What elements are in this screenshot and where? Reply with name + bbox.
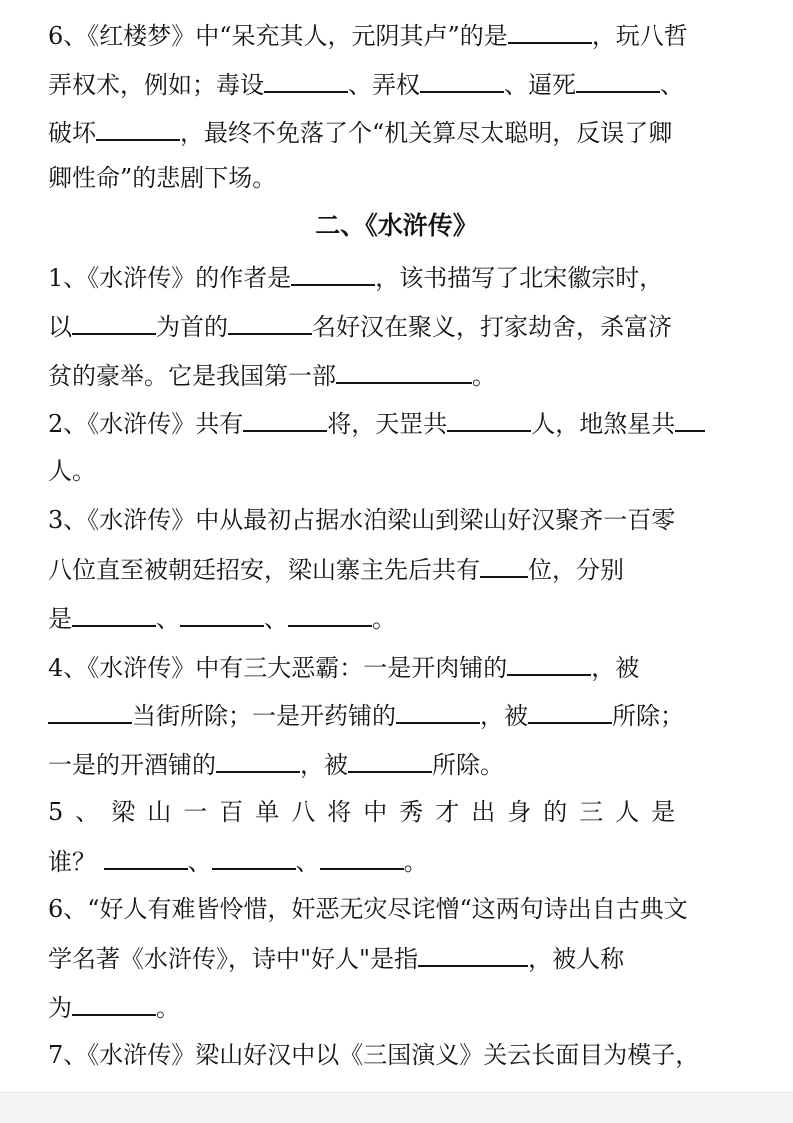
answer-blank[interactable] — [212, 840, 296, 870]
q2-text-b: 将，天罡共 — [327, 410, 448, 438]
q4-line-1 — [48, 646, 753, 686]
q1-text-b: ，该书描写了北宋徽宗时， — [375, 264, 664, 292]
q1-line-2 — [48, 305, 753, 345]
q3-text-b: 八位直至被朝廷招安，梁山寨主先后共有 — [48, 556, 480, 584]
q1-text-f: 贫的豪举。它是我国第一部 — [48, 362, 336, 390]
answer-blank[interactable] — [48, 694, 132, 724]
answer-blank[interactable] — [104, 840, 188, 870]
q3-text-c: 位，分别 — [528, 556, 624, 584]
answer-blank[interactable] — [291, 256, 375, 286]
answer-blank[interactable] — [418, 937, 528, 967]
q4-text-d: ，被 — [480, 702, 528, 730]
p6-text-1: 6、《红楼梦》中“呆充其人，元阴其卢”的是 — [48, 22, 508, 50]
q1-text-d: 为首的 — [156, 313, 228, 341]
answer-blank[interactable] — [507, 646, 591, 676]
q3-text-a: 3、《水浒传》中从最初占据水泊梁山到梁山好汉聚齐一百零 — [48, 506, 676, 534]
q1-line-1 — [48, 256, 753, 296]
q2-text-d: 人。 — [48, 457, 96, 485]
q3-text-f: 、 — [264, 605, 288, 633]
q4-text-b: ，被 — [591, 654, 640, 682]
section-title: 二、《水浒传》 — [315, 211, 478, 240]
answer-blank[interactable] — [216, 743, 300, 773]
q1-text-e: 名好汉在聚义，打家劫舍，杀富济 — [312, 313, 672, 341]
p6-text-3b: ，最终不免落了个“机关算尽太聪明，反误了卿 — [180, 119, 673, 147]
p6-line-1 — [48, 14, 753, 54]
answer-blank[interactable] — [420, 63, 504, 93]
q3-text-g: 。 — [372, 605, 396, 633]
q4-text-e: 所除； — [612, 702, 684, 730]
q4-line-2 — [48, 694, 753, 734]
p6-text-4: 卿性命”的悲剧下场。 — [48, 164, 277, 192]
answer-blank[interactable] — [528, 694, 612, 724]
q7-line-1 — [48, 1035, 753, 1075]
p6-text-3a: 破坏 — [48, 119, 96, 147]
q6-line-2 — [48, 937, 753, 977]
q5-line-1 — [48, 792, 753, 832]
answer-blank[interactable] — [243, 402, 327, 432]
q2-line-2 — [48, 451, 753, 491]
p6-text-2a: 弄权术，例如；毒设 — [48, 71, 264, 99]
q6-text-e: 。 — [156, 994, 180, 1022]
answer-blank[interactable] — [72, 597, 156, 627]
answer-blank[interactable] — [320, 840, 404, 870]
answer-blank[interactable] — [96, 111, 180, 141]
q4-text-f: 一是的开酒铺的 — [48, 751, 216, 779]
q3-text-d: 是 — [48, 605, 72, 633]
q1-text-c: 以 — [48, 313, 72, 341]
q4-text-c: 当街所除；一是开药铺的 — [132, 702, 396, 730]
q7-text-a: 7、《水浒传》梁山好汉中以《三国演义》关云长面目为模子， — [48, 1041, 700, 1069]
q3-text-e: 、 — [156, 605, 180, 633]
q6-line-1 — [48, 889, 753, 929]
answer-blank[interactable] — [336, 354, 472, 384]
q5-text-e: 。 — [403, 848, 428, 876]
q3-line-3 — [48, 597, 753, 637]
p6-line-4 — [48, 158, 753, 198]
answer-blank[interactable] — [288, 597, 372, 627]
answer-blank[interactable] — [264, 63, 348, 93]
q5-text-a: 5、梁山一百单八将中秀才出身的三人是 — [48, 798, 688, 826]
page-bottom-band — [0, 1092, 793, 1123]
answer-blank[interactable] — [396, 694, 480, 724]
q1-line-3 — [48, 354, 753, 394]
answer-blank[interactable] — [480, 548, 528, 578]
q3-line-1 — [48, 500, 753, 540]
answer-blank[interactable] — [72, 305, 156, 335]
q6-line-3 — [48, 986, 753, 1026]
q5-text-b: 谁？ — [48, 848, 96, 876]
q2-line-1 — [48, 402, 753, 442]
q2-text-a: 2、《水浒传》共有 — [48, 410, 244, 438]
answer-blank[interactable] — [576, 63, 660, 93]
answer-blank[interactable] — [447, 402, 531, 432]
q4-text-g: ，被 — [300, 751, 348, 779]
q4-text-a: 4、《水浒传》中有三大恶霸：一是开肉铺的 — [48, 654, 508, 682]
q5-line-2 — [48, 840, 753, 880]
answer-blank[interactable] — [180, 597, 264, 627]
q3-line-2 — [48, 548, 753, 588]
answer-blank[interactable] — [72, 986, 156, 1016]
answer-blank[interactable] — [508, 14, 592, 44]
q2-text-c: 人，地煞星共 — [531, 410, 676, 438]
q6-text-a: 6、“好人有难皆怜惜，奸恶无灾尽诧憎“这两句诗出自古典文 — [48, 895, 688, 923]
p6-line-3 — [48, 111, 753, 151]
p6-text-2d: 、 — [660, 71, 684, 99]
answer-blank[interactable] — [675, 402, 705, 432]
q4-text-h: 所除。 — [432, 751, 504, 779]
q6-text-c: ，被人称 — [528, 945, 625, 973]
q6-text-d: 为 — [48, 994, 72, 1022]
answer-blank[interactable] — [228, 305, 312, 335]
q4-line-3 — [48, 743, 753, 783]
q1-text-a: 1、《水浒传》的作者是 — [48, 264, 292, 292]
q1-text-g: 。 — [472, 362, 496, 390]
p6-text-2b: 、弄权 — [348, 71, 420, 99]
p6-line-2 — [48, 63, 753, 103]
q5-text-d: 、 — [295, 848, 320, 876]
p6-text-1b: ，玩八哲 — [591, 22, 688, 50]
p6-text-2c: 、逼死 — [504, 71, 576, 99]
q5-text-c: 、 — [187, 848, 212, 876]
answer-blank[interactable] — [348, 743, 432, 773]
q6-text-b: 学名著《水浒传》，诗中"好人"是指 — [48, 945, 419, 973]
